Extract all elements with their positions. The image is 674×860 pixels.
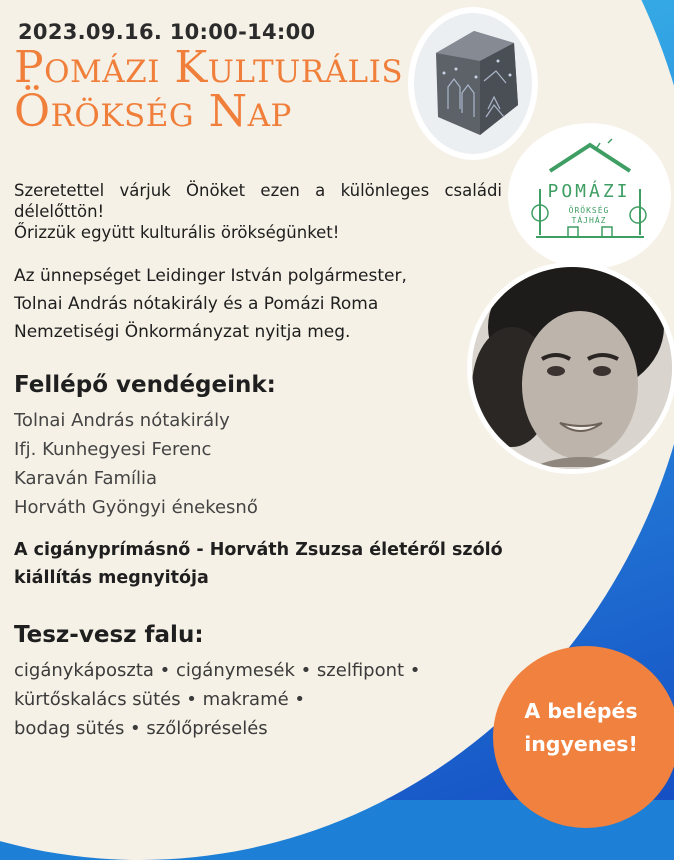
logo-sub-2: TÁJHÁZ [571, 216, 607, 225]
opening-text [14, 262, 514, 346]
exhibition-line-2: kiállítás megnyitója [14, 568, 209, 588]
intro-line-2: Őrizzük együtt kulturális örökségünket! [14, 223, 340, 242]
title-line-1: Pomázi Kulturális [14, 42, 404, 93]
carved-stone-image [408, 7, 538, 160]
guest-item: Karaván Família [14, 468, 158, 489]
badge-line-1: A belépés [524, 699, 638, 723]
event-date: 2023.09.16. 10:00-14:00 [18, 20, 316, 44]
tajhaz-logo [508, 123, 671, 269]
title-line-2: Örökség Nap [14, 86, 292, 137]
activities-line-1: cigánykáposzta • cigánymesék • szelfipont • [14, 660, 421, 681]
logo-sub-1: ÖRÖKSÉG [568, 206, 610, 215]
guest-item: Tolnai András nótakirály [14, 410, 230, 431]
activities-list [14, 656, 494, 743]
portrait-photo [467, 262, 674, 474]
activities-line-2: kürtőskalács sütés • makramé • [14, 689, 306, 710]
guest-item: Ifj. Kunhegyesi Ferenc [14, 439, 212, 460]
guest-list [14, 406, 258, 522]
intro-line-1: Szeretettel várjuk Önöket ezen a különleges családi délelőttön! [14, 181, 502, 221]
free-entry-text [510, 695, 652, 761]
opening-line-1: Az ünnepséget Leidinger István polgármester, [14, 266, 407, 286]
opening-line-2: Tolnai András nótakirály és a Pomázi Roma [14, 294, 379, 314]
opening-line-3: Nemzetiségi Önkormányzat nyitja meg. [14, 322, 351, 342]
activities-heading: Tesz-vesz falu: [14, 622, 204, 648]
guest-item: Horváth Gyöngyi énekesnő [14, 497, 258, 518]
exhibition-line-1: A cigányprímásnő - Horváth Zsuzsa életéről szóló [14, 540, 503, 560]
logo-name: POMÁZI [547, 181, 631, 202]
activities-line-3: bodag sütés • szőlőpréselés [14, 718, 268, 739]
guests-heading: Fellépő vendégeink: [14, 372, 276, 398]
badge-line-2: ingyenes! [524, 732, 638, 756]
event-title [14, 42, 404, 137]
exhibition-text [14, 536, 574, 592]
intro-text [14, 180, 502, 243]
